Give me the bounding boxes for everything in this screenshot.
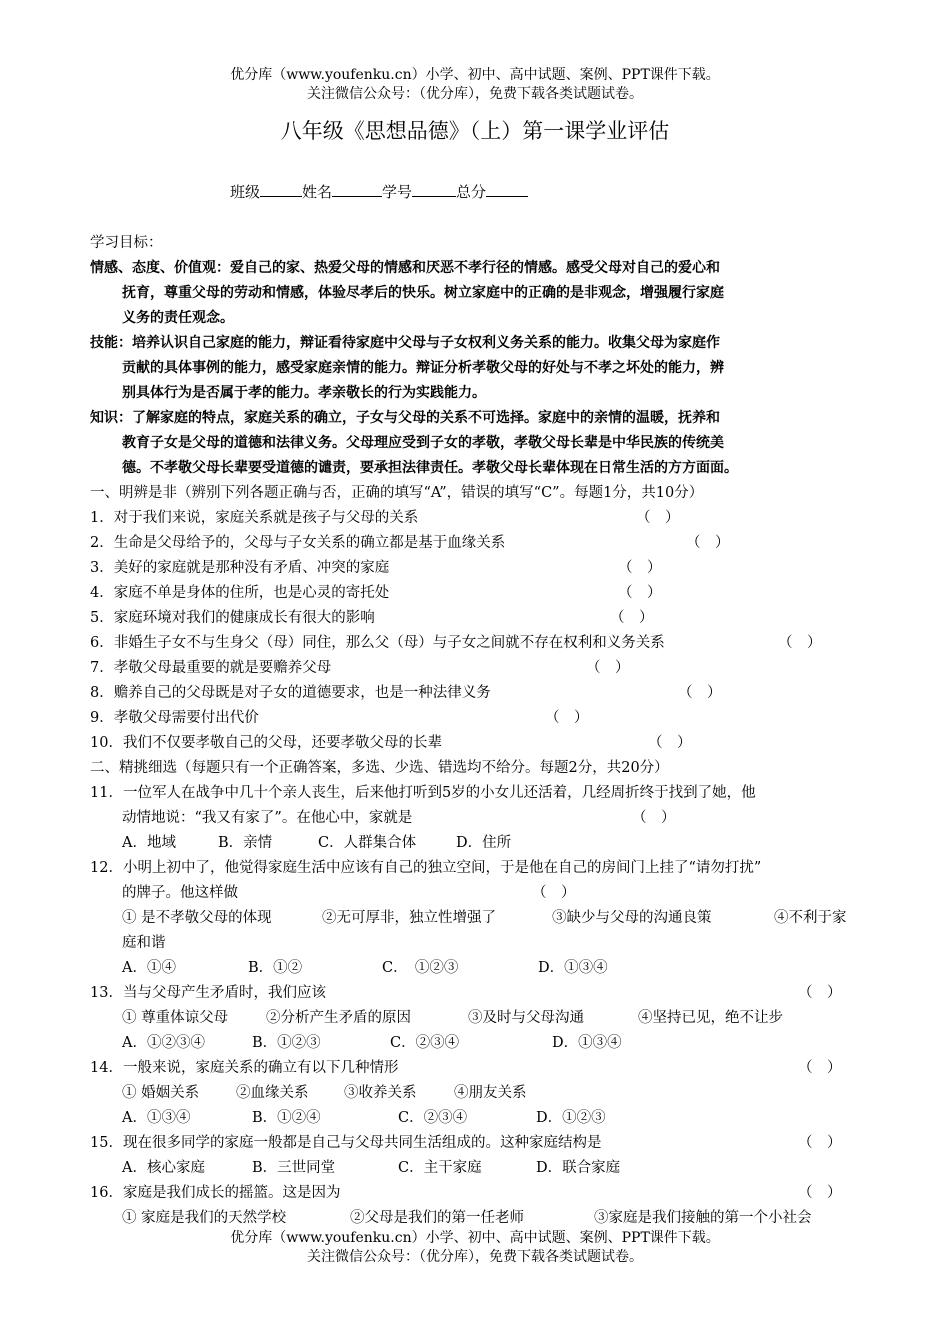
section2-heading: 二、精挑细选（每题只有一个正确答案，多选、少选、错选均不给分。每题2分，共20分）: [90, 760, 669, 776]
answer-paren[interactable]: （ ）: [686, 535, 730, 551]
option[interactable]: D．住所: [456, 835, 512, 851]
total-blank[interactable]: [486, 182, 528, 197]
total-label: 总分: [456, 183, 487, 201]
section1-heading: 一、明辨是非（辨别下列各题正确与否，正确的填写“A”，错误的填写“C”。每题1分，共10分）: [90, 485, 704, 501]
question-text: 庭和谐: [122, 935, 166, 951]
option[interactable]: A．地域: [122, 835, 176, 851]
class-blank[interactable]: [260, 182, 302, 197]
option[interactable]: C．人群集合体: [318, 835, 417, 851]
statement: ②分析产生矛盾的原因: [266, 1010, 411, 1026]
question-text: 13．当与父母产生矛盾时，我们应该: [90, 985, 326, 1001]
question-text: 11．一位军人在战争中几十个亲人丧生，后来他打听到5岁的小女儿还活着，几经周折终于找到了她，他: [90, 785, 756, 801]
option[interactable]: C． ①②③: [382, 960, 459, 976]
answer-paren[interactable]: （ ）: [798, 1185, 842, 1201]
option[interactable]: D．①③④: [552, 1035, 622, 1051]
answer-paren[interactable]: （ ）: [778, 635, 822, 651]
name-label: 姓名: [302, 183, 333, 201]
question-text: 7．孝敬父母最重要的就是要赡养父母: [90, 660, 332, 676]
answer-paren[interactable]: （ ）: [648, 735, 692, 751]
question-text: 1．对于我们来说，家庭关系就是孩子与父母的关系: [90, 510, 419, 526]
footer-line-1: 优分库（www.youfenku.cn）小学、初中、高中试题、案例、PPT课件下载。: [230, 1230, 720, 1246]
goal-text: 情感、态度、价值观：爱自己的家、热爱父母的情感和厌恶不孝行径的情感。感受父母对自己的爱心和: [90, 260, 720, 276]
goal-text: 技能：培养认识自己家庭的能力，辩证看待家庭中父母与子女权利义务关系的能力。收集父母为家庭作: [90, 335, 720, 351]
answer-paren[interactable]: （ ）: [586, 660, 630, 676]
option[interactable]: B．三世同堂: [252, 1160, 336, 1176]
statement: ②父母是我们的第一任老师: [350, 1210, 524, 1226]
statement: ③及时与父母沟通: [468, 1010, 584, 1026]
option[interactable]: B．①②④: [252, 1110, 321, 1126]
option[interactable]: B．①②: [248, 960, 303, 976]
header-line-1: 优分库（www.youfenku.cn）小学、初中、高中试题、案例、PPT课件下载。: [230, 67, 720, 83]
student-info-row: [230, 181, 528, 203]
goal-text: 别具体行为是否属于孝的能力。孝亲敬长的行为实践能力。: [122, 385, 486, 401]
goal-text: 贡献的具体事例的能力，感受家庭亲情的能力。辩证分析孝敬父母的好处与不孝之坏处的能力，辨: [122, 360, 724, 376]
statement: ④朋友关系: [454, 1085, 527, 1101]
answer-paren[interactable]: （ ）: [678, 685, 722, 701]
question-text: 的牌子。他这样做: [122, 885, 238, 901]
option[interactable]: D．联合家庭: [536, 1160, 621, 1176]
answer-paren[interactable]: （ ）: [798, 985, 842, 1001]
header-line-2: 关注微信公众号：（优分库），免费下载各类试题试卷。: [307, 86, 643, 102]
question-text: 6．非婚生子女不与生身父（母）同住，那么父（母）与子女之间就不存在权利和义务关系: [90, 635, 665, 651]
question-text: 8．赡养自己的父母既是对子女的道德要求，也是一种法律义务: [90, 685, 491, 701]
option[interactable]: C．②③④: [398, 1110, 468, 1126]
number-label: 学号: [382, 183, 413, 201]
question-text: 16．家庭是我们成长的摇篮。这是因为: [90, 1185, 341, 1201]
question-text: 动情地说：“我又有家了”。在他心中，家就是: [122, 810, 413, 826]
number-blank[interactable]: [412, 182, 456, 197]
answer-paren[interactable]: （ ）: [636, 510, 680, 526]
question-text: 14．一般来说，家庭关系的确立有以下几种情形: [90, 1060, 399, 1076]
statement: ②血缘关系: [236, 1085, 309, 1101]
statement: ① 家庭是我们的天然学校: [122, 1210, 287, 1226]
answer-paren[interactable]: （ ）: [798, 1135, 842, 1151]
option[interactable]: A．核心家庭: [122, 1160, 205, 1176]
answer-paren[interactable]: （ ）: [632, 810, 676, 826]
answer-paren[interactable]: （ ）: [798, 1060, 842, 1076]
goal-text: 知识：了解家庭的特点，家庭关系的确立，子女与父母的关系不可选择。家庭中的亲情的温暖，抚养和: [90, 410, 720, 426]
answer-paren[interactable]: （ ）: [618, 560, 662, 576]
question-text: 9．孝敬父母需要付出代价: [90, 710, 259, 726]
goal-text: 德。不孝敬父母长辈要受道德的谴责，要承担法律责任。孝敬父母长辈体现在日常生活的方方面面。: [122, 460, 738, 476]
statement: ③收养关系: [344, 1085, 417, 1101]
question-text: 3．美好的家庭就是那种没有矛盾、冲突的家庭: [90, 560, 390, 576]
statement: ②无可厚非，独立性增强了: [322, 910, 496, 926]
name-blank[interactable]: [332, 182, 382, 197]
option[interactable]: D．①②③: [536, 1110, 606, 1126]
option[interactable]: C．主干家庭: [398, 1160, 482, 1176]
statement: ④坚持已见，绝不让步: [638, 1010, 783, 1026]
option[interactable]: B．①②③: [252, 1035, 321, 1051]
option[interactable]: A．①②③④: [122, 1035, 205, 1051]
class-label: 班级: [230, 183, 261, 201]
question-text: 10．我们不仅要孝敬自己的父母，还要孝敬父母的长辈: [90, 735, 442, 751]
statement: ① 是不孝敬父母的体现: [122, 910, 272, 926]
page-title: 八年级《思想品德》（上）第一课学业评估: [280, 119, 670, 143]
option[interactable]: D．①③④: [538, 960, 608, 976]
option[interactable]: A．①③④: [122, 1110, 191, 1126]
question-text: 2．生命是父母给予的，父母与子女关系的确立都是基于血缘关系: [90, 535, 506, 551]
statement: ④不利于家: [774, 910, 847, 926]
statement: ③家庭是我们接触的第一个小社会: [594, 1210, 812, 1226]
option[interactable]: C．②③④: [390, 1035, 460, 1051]
statement: ① 婚姻关系: [122, 1085, 200, 1101]
goal-text: 义务的责任观念。: [122, 310, 234, 326]
answer-paren[interactable]: （ ）: [618, 585, 662, 601]
footer-line-2: 关注微信公众号：（优分库），免费下载各类试题试卷。: [307, 1249, 643, 1265]
goals-heading: 学习目标：: [90, 235, 163, 251]
answer-paren[interactable]: （ ）: [610, 610, 654, 626]
answer-paren[interactable]: （ ）: [532, 885, 576, 901]
goal-text: 教育子女是父母的道德和法律义务。父母理应受到子女的孝敬，孝敬父母长辈是中华民族的传统美: [122, 435, 724, 451]
question-text: 4．家庭不单是身体的住所，也是心灵的寄托处: [90, 585, 390, 601]
question-text: 12．小明上初中了，他觉得家庭生活中应该有自己的独立空间，于是他在自己的房间门上挂了“请勿打扰”: [90, 860, 762, 876]
option[interactable]: A．①④: [122, 960, 176, 976]
statement: ① 尊重体谅父母: [122, 1010, 229, 1026]
answer-paren[interactable]: （ ）: [545, 710, 589, 726]
question-text: 5．家庭环境对我们的健康成长有很大的影响: [90, 610, 375, 626]
option[interactable]: B．亲情: [218, 835, 273, 851]
statement: ③缺少与父母的沟通良策: [552, 910, 712, 926]
goal-text: 抚育，尊重父母的劳动和情感，体验尽孝后的快乐。树立家庭中的正确的是非观念，增强履行家庭: [122, 285, 724, 301]
question-text: 15．现在很多同学的家庭一般都是自己与父母共同生活组成的。这种家庭结构是: [90, 1135, 602, 1151]
